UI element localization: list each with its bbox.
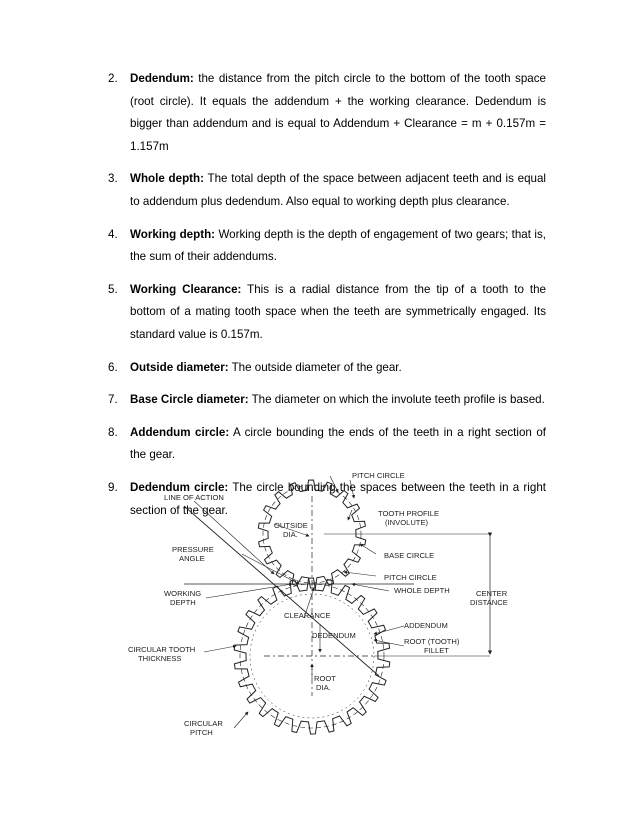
definition-item [108, 357, 546, 380]
label-line-of-action: LINE OF ACTION [164, 493, 224, 502]
definition-body [130, 279, 546, 347]
definition-term: Addendum circle: [130, 425, 230, 439]
definition-text: the distance from the pitch circle to the bottom of the tooth space (root circle). It equals the addendum + the working clearance. Dedendum is bigger than addendum and is equal to Addendum + Clearance = m + 0.157m = 1.157m [130, 72, 546, 153]
definition-number: 5. [108, 282, 118, 296]
label-circular-tooth: CIRCULAR TOOTH [128, 645, 196, 654]
definition-number: 8. [108, 425, 118, 439]
definition-number: 9. [108, 480, 118, 494]
label-tooth-profile-sub: (INVOLUTE) [385, 518, 429, 527]
definition-item [108, 389, 546, 412]
label-working-depth-sub: DEPTH [170, 598, 196, 607]
definition-body [130, 357, 546, 380]
label-circular-pitch: CIRCULAR [184, 719, 223, 728]
definition-body [130, 389, 546, 412]
label-tooth-profile: TOOTH PROFILE [378, 509, 440, 518]
label-base-circle: BASE CIRCLE [384, 551, 435, 560]
definition-text: Working depth is the depth of engagement of two gears; that is, the sum of their addendums. [130, 227, 546, 264]
definition-text: A circle bounding the ends of the teeth in a right section of the gear. [130, 425, 546, 462]
gear-nomenclature-diagram [124, 466, 520, 740]
definition-term: Outside diameter: [130, 360, 229, 374]
construction-lines [184, 476, 490, 728]
label-center-distance-sub: DISTANCE [470, 598, 508, 607]
definition-term: Working Clearance: [130, 282, 242, 296]
definition-text: The total depth of the space between adjacent teeth and is equal to addendum plus dedendum. Also equal to working depth plus clearance. [130, 172, 546, 208]
label-circular-pitch-sub: PITCH [190, 728, 213, 737]
definition-number: 4. [108, 227, 118, 241]
definition-term: Whole depth: [130, 172, 204, 186]
definition-item [108, 422, 546, 467]
label-working-depth: WORKING [164, 589, 202, 598]
definition-body [130, 68, 546, 158]
definition-term: Dedendum: [130, 72, 194, 85]
definition-number: 6. [108, 360, 118, 374]
definition-term: Working depth: [130, 227, 216, 241]
definition-term: Dedendum circle: [130, 480, 229, 494]
definition-text: The diameter on which the involute teeth profile is based. [248, 393, 545, 407]
label-center-distance: CENTER [476, 589, 508, 598]
label-pitch-circle-top: PITCH CIRCLE [352, 471, 405, 480]
label-dedendum: DEDENDUM [312, 631, 356, 640]
label-pressure-angle: PRESSURE [172, 545, 214, 554]
label-root-fillet: ROOT (TOOTH) [404, 637, 460, 646]
label-whole-depth: WHOLE DEPTH [394, 586, 450, 595]
definition-number: 3. [108, 172, 118, 186]
label-clearance: CLEARANCE [284, 611, 331, 620]
definition-number: 7. [108, 393, 118, 407]
definition-item [108, 279, 546, 347]
definition-item [108, 68, 546, 158]
definitions-list [108, 68, 546, 532]
definition-body [130, 224, 546, 269]
label-addendum: ADDENDUM [404, 621, 448, 630]
definition-item [108, 224, 546, 269]
label-root-dia: ROOT [314, 674, 336, 683]
definition-term: Base Circle diameter: [130, 393, 249, 407]
label-pressure-angle-sub: ANGLE [179, 554, 205, 563]
diagram-labels [128, 471, 508, 737]
definition-body [130, 168, 546, 213]
definition-number: 2. [108, 72, 118, 85]
definition-text: The circle bounding the spaces between the teeth in a right section of the gear. [130, 480, 546, 517]
definition-text: The outside diameter of the gear. [228, 360, 402, 374]
label-outside-dia-sub: DIA. [283, 530, 298, 539]
label-circular-tooth-sub: THICKNESS [138, 654, 182, 663]
definition-text: This is a radial distance from the tip of a tooth to the bottom of a mating tooth space when the teeth are symmetrically engaged. Its standard value is 0.157m. [130, 282, 547, 341]
label-pitch-circle-mid: PITCH CIRCLE [384, 573, 437, 582]
definition-body [130, 422, 546, 467]
label-root-dia-sub: DIA. [316, 683, 331, 692]
label-root-fillet-sub: FILLET [424, 646, 449, 655]
definition-item [108, 168, 546, 213]
label-outside-dia: OUTSIDE [274, 521, 308, 530]
